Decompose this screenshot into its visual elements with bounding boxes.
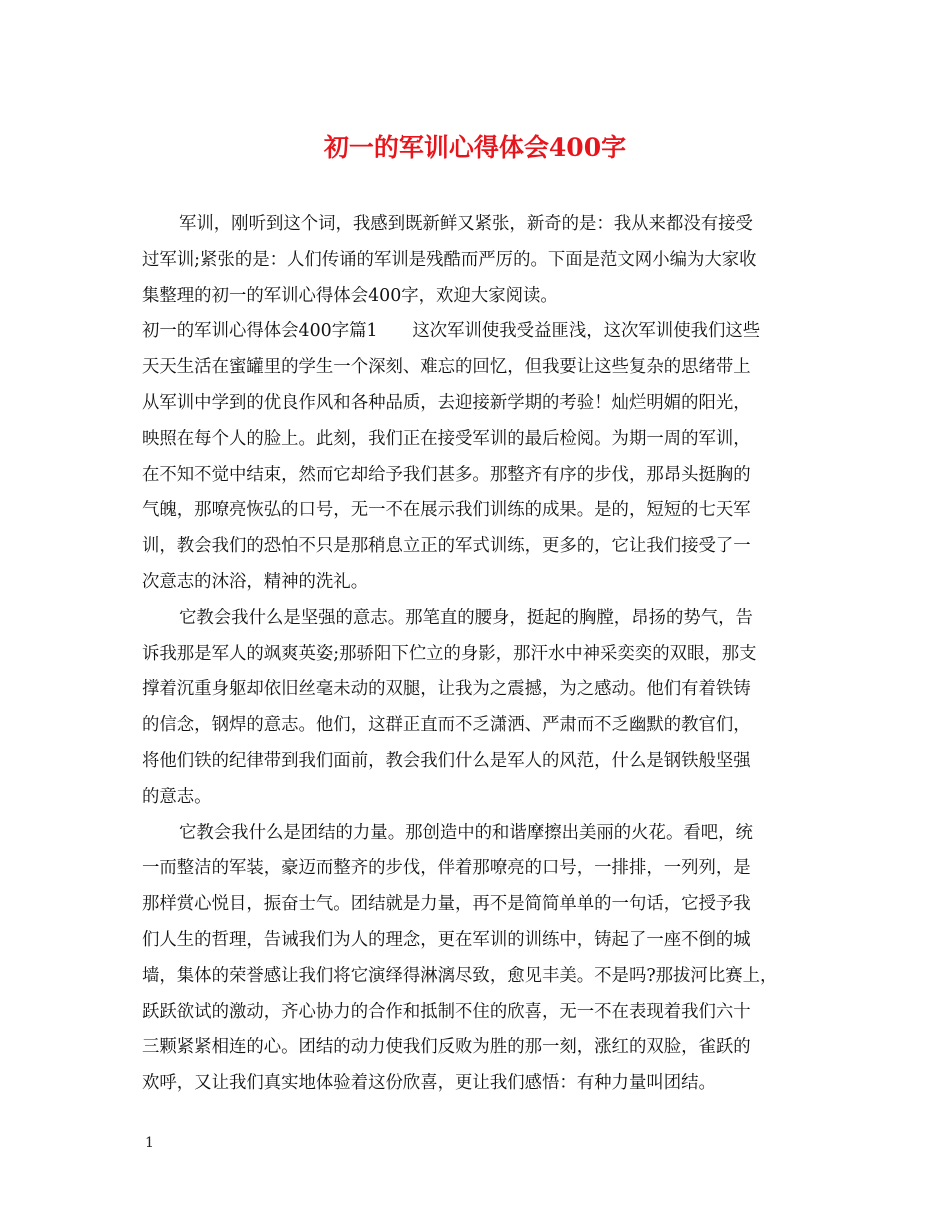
text-line: 们人生的哲理，告诫我们为人的理念，更在军训的训练中，铸起了一座不倒的城 xyxy=(142,929,751,950)
text-line: 从军训中学到的优良作风和各种品质，去迎接新学期的考验！灿烂明媚的阳光， xyxy=(142,392,751,413)
text-line: 的信念，钢焊的意志。他们，这群正直而不乏潇洒、严肃而不乏幽默的教官们， xyxy=(142,715,751,736)
text-line: 映照在每个人的脸上。此刻，我们正在接受军训的最后检阅。为期一周的军训， xyxy=(142,428,751,449)
text-line: 训，教会我们的恐怕不只是那稍息立正的军式训练，更多的，它让我们接受了一 xyxy=(142,536,751,557)
page-number: 1 xyxy=(145,1135,154,1151)
text-line: 跃跃欲试的激动，齐心协力的合作和抵制不住的欣喜，无一不在表现着我们六十 xyxy=(142,1001,751,1022)
text-line: 撑着沉重身躯却依旧丝毫未动的双腿，让我为之震撼，为之感动。他们有着铁铸 xyxy=(142,679,751,700)
text-line: 墙，集体的荣誉感让我们将它演绎得淋漓尽致，愈见丰美。不是吗?那拔河比赛上， xyxy=(142,965,778,986)
text-line: 将他们铁的纪律带到我们面前，教会我们什么是军人的风范，什么是钢铁般坚强 xyxy=(142,750,751,771)
text-line: 一而整洁的军装，豪迈而整齐的步伐，伴着那嘹亮的口号，一排排，一列列，是 xyxy=(142,858,751,879)
text-line: 天天生活在蜜罐里的学生一个深刻、难忘的回忆，但我要让这些复杂的思绪带上 xyxy=(142,357,751,378)
text-line: 次意志的沐浴，精神的洗礼。 xyxy=(142,571,369,592)
text-line: 军训，刚听到这个词，我感到既新鲜又紧张，新奇的是：我从来都没有接受 xyxy=(179,214,753,234)
text-line: 初一的军训心得体会400字篇1 这次军训使我受益匪浅，这次军训使我们这些 xyxy=(142,321,761,342)
text-line: 它教会我什么是团结的力量。那创造中的和谐摩擦出美丽的火花。看吧，统 xyxy=(179,822,753,843)
document-body xyxy=(142,207,812,1102)
text-line: 气魄，那嘹亮恢弘的口号，无一不在展示我们训练的成果。是的，短短的七天军 xyxy=(142,500,751,521)
text-line: 欢呼，又让我们真实地体验着这份欣喜，更让我们感悟：有种力量叫团结。 xyxy=(142,1073,716,1094)
text-line: 集整理的初一的军训心得体会400字，欢迎大家阅读。 xyxy=(142,285,558,306)
text-line: 三颗紧紧相连的心。团结的动力使我们反败为胜的那一刻，涨红的双脸，雀跃的 xyxy=(142,1037,751,1058)
text-line: 过军训;紧张的是：人们传诵的军训是残酷而严厉的。下面是范文网小编为大家收 xyxy=(142,249,757,270)
text-line: 诉我那是军人的飒爽英姿;那骄阳下伫立的身影，那汗水中神采奕奕的双眼，那支 xyxy=(142,643,757,664)
text-line: 在不知不觉中结束，然而它却给予我们甚多。那整齐有序的步伐，那昂头挺胸的 xyxy=(142,464,751,485)
document-title: 初一的军训心得体会400字 xyxy=(323,133,627,162)
text-line: 它教会我什么是坚强的意志。那笔直的腰身，挺起的胸膛，昂扬的势气，告 xyxy=(179,607,753,628)
text-line: 那样赏心悦目，振奋士气。团结就是力量，再不是简简单单的一句话，它授予我 xyxy=(142,894,751,915)
text-line: 的意志。 xyxy=(142,786,212,807)
